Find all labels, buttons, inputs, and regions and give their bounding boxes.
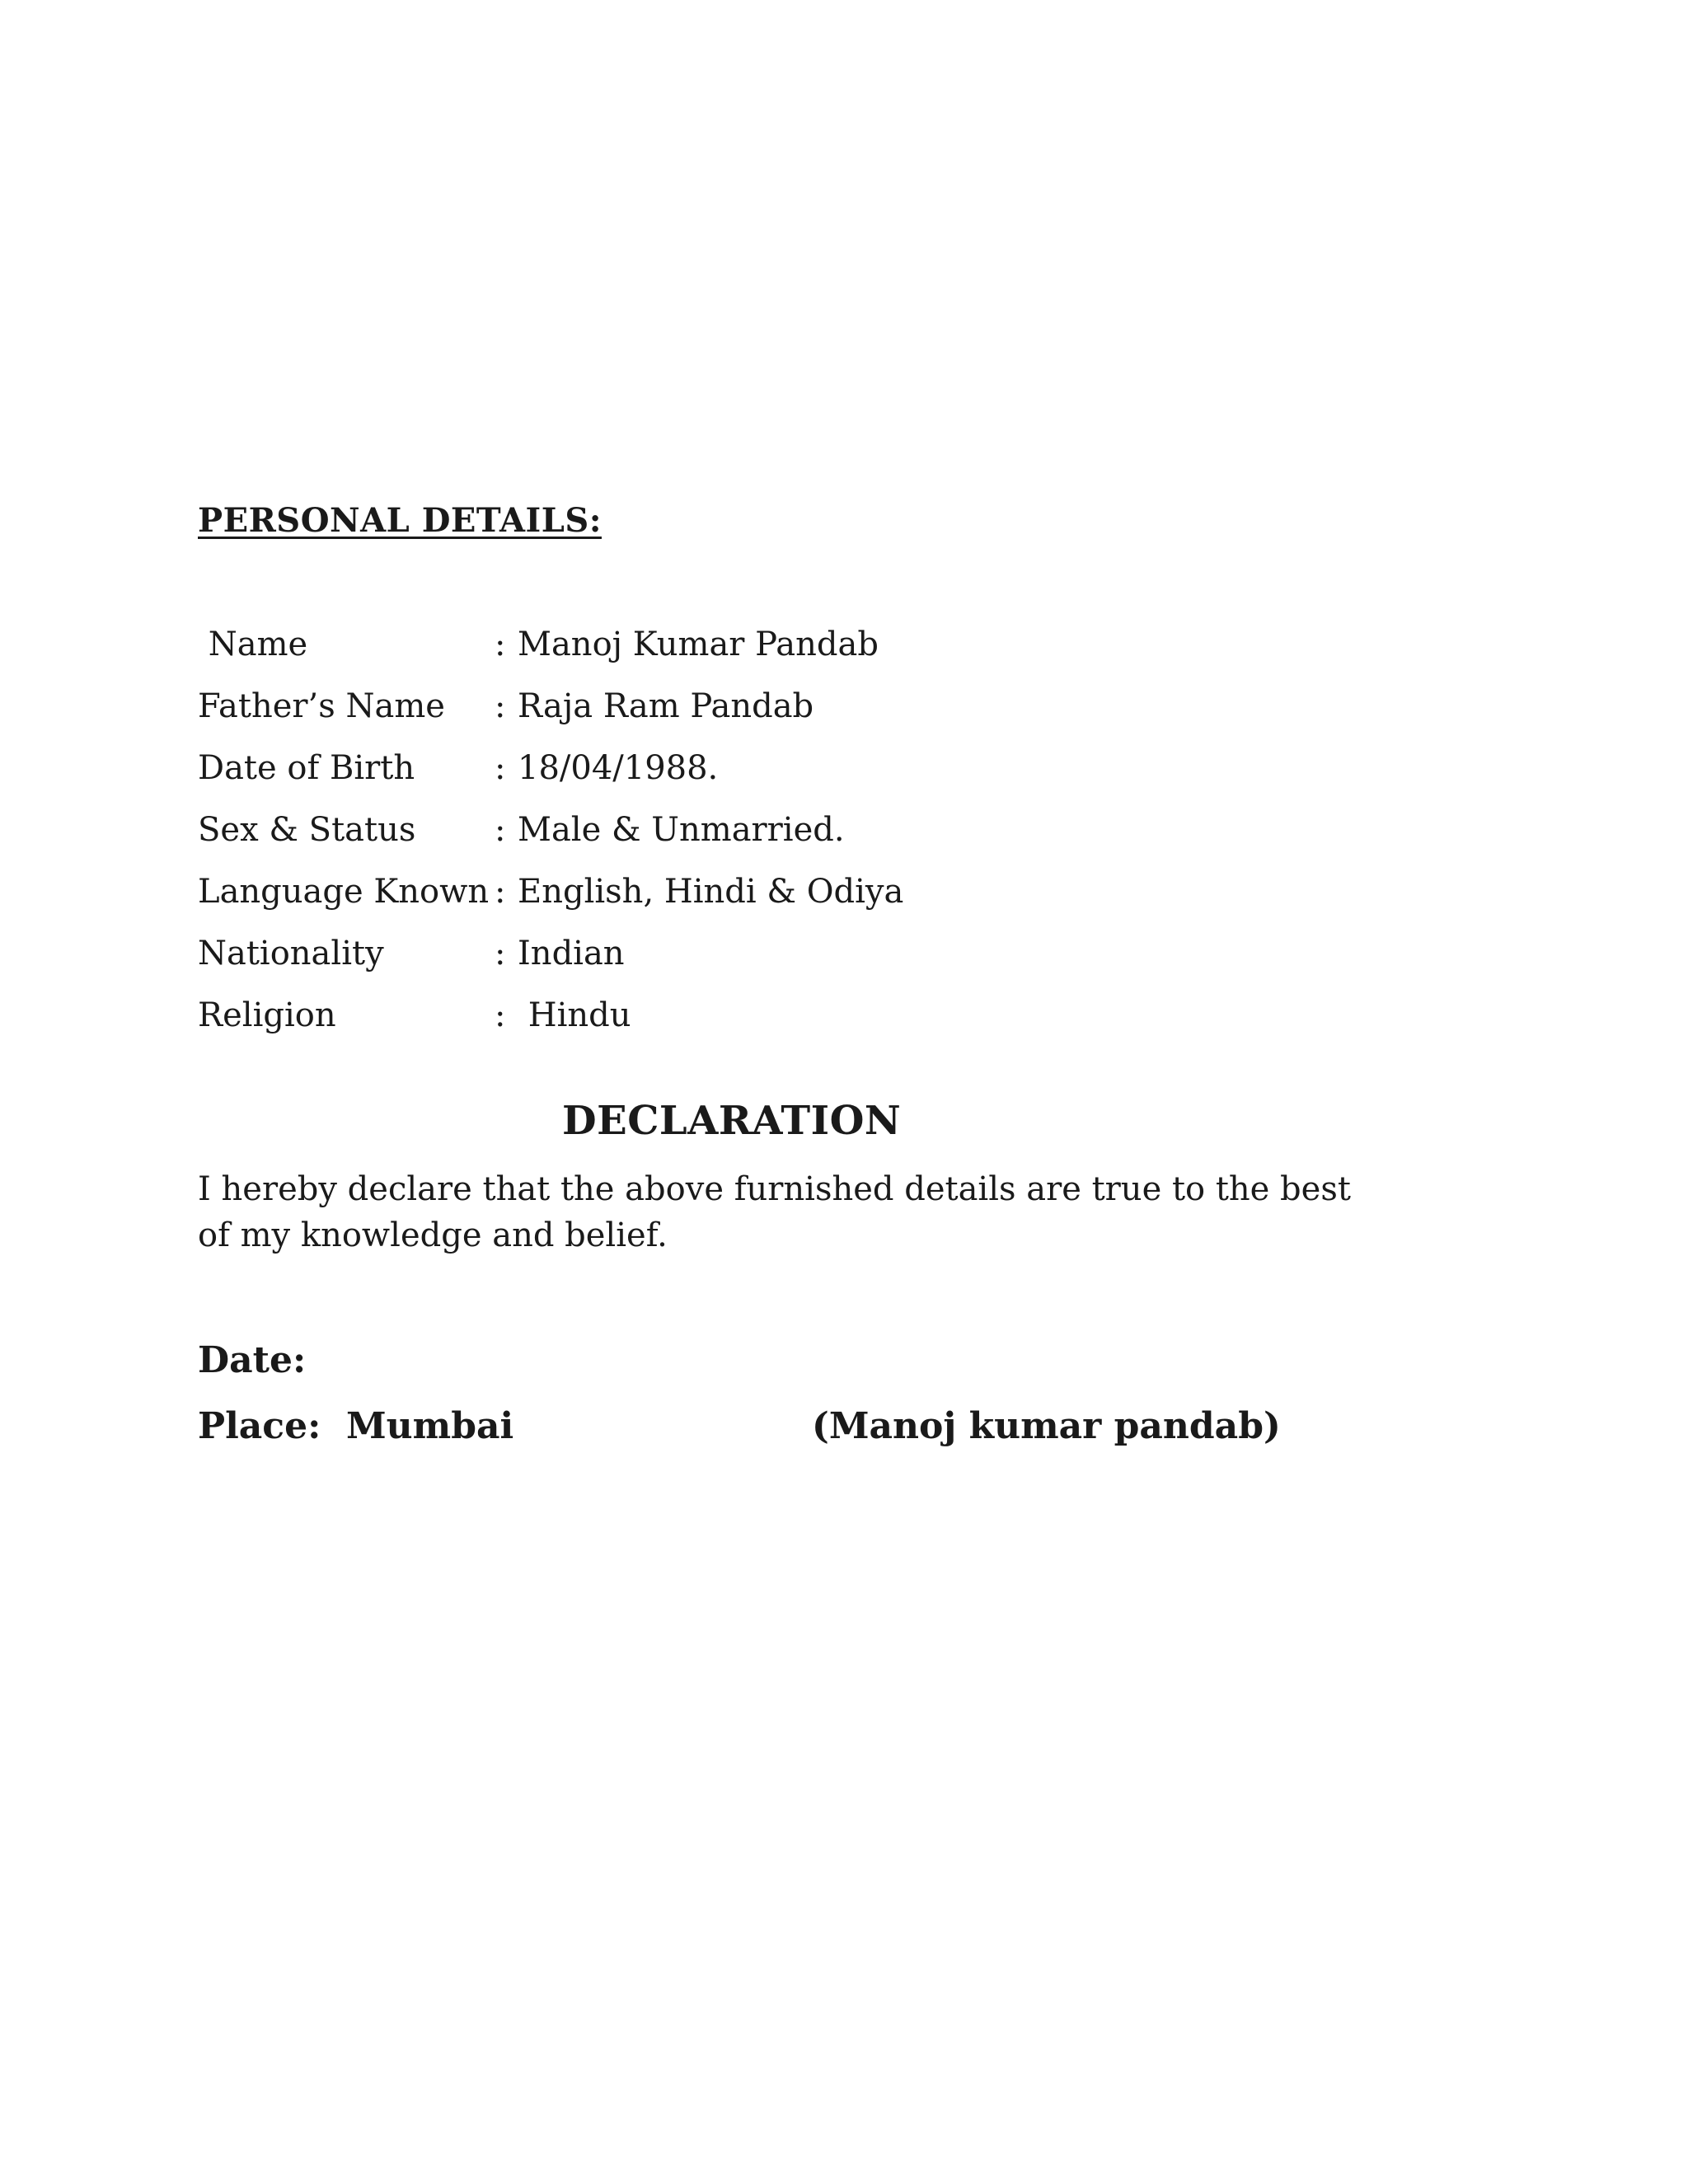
place-label: Place: Mumbai: [198, 1405, 514, 1447]
detail-label: Father’s Name: [198, 687, 445, 725]
detail-label: Date of Birth: [198, 749, 415, 787]
date-label: Date:: [198, 1339, 307, 1381]
detail-row-fathers-name: [198, 676, 1434, 738]
detail-row-name: [198, 614, 1434, 676]
detail-label: Sex & Status: [198, 811, 416, 849]
detail-label: Religion: [198, 996, 336, 1034]
detail-row-date-of-birth: [198, 738, 1434, 799]
detail-value: 18/04/1988.: [518, 749, 719, 787]
detail-row-nationality: [198, 923, 1434, 985]
detail-separator: :: [495, 935, 506, 972]
detail-row-religion: [198, 985, 1434, 1047]
personal-details-heading: PERSONAL DETAILS:: [198, 501, 602, 540]
detail-value: English, Hindi & Odiya: [518, 873, 904, 911]
detail-separator: :: [495, 687, 506, 725]
declaration-heading: DECLARATION: [562, 1098, 902, 1144]
signatory-name: (Manoj kumar pandab): [812, 1405, 1281, 1447]
detail-row-language-known: [198, 861, 1434, 923]
detail-label: Nationality: [198, 935, 384, 972]
detail-separator: :: [495, 873, 506, 911]
detail-row-sex-status: [198, 799, 1434, 861]
detail-value: Male & Unmarried.: [518, 811, 845, 849]
detail-label: Language Known: [198, 873, 490, 911]
detail-separator: :: [495, 626, 506, 663]
detail-value: Manoj Kumar Pandab: [518, 626, 879, 663]
declaration-text: I hereby declare that the above furnished details are true to the best of my knowledge and belief.: [198, 1170, 1351, 1254]
personal-details-list: [198, 614, 1434, 1047]
detail-separator: :: [495, 749, 506, 787]
detail-label: Name: [198, 626, 308, 663]
detail-value: Indian: [518, 935, 625, 972]
detail-value: Hindu: [518, 996, 631, 1034]
detail-separator: :: [495, 811, 506, 849]
detail-value: Raja Ram Pandab: [518, 687, 814, 725]
detail-separator: :: [495, 996, 506, 1034]
